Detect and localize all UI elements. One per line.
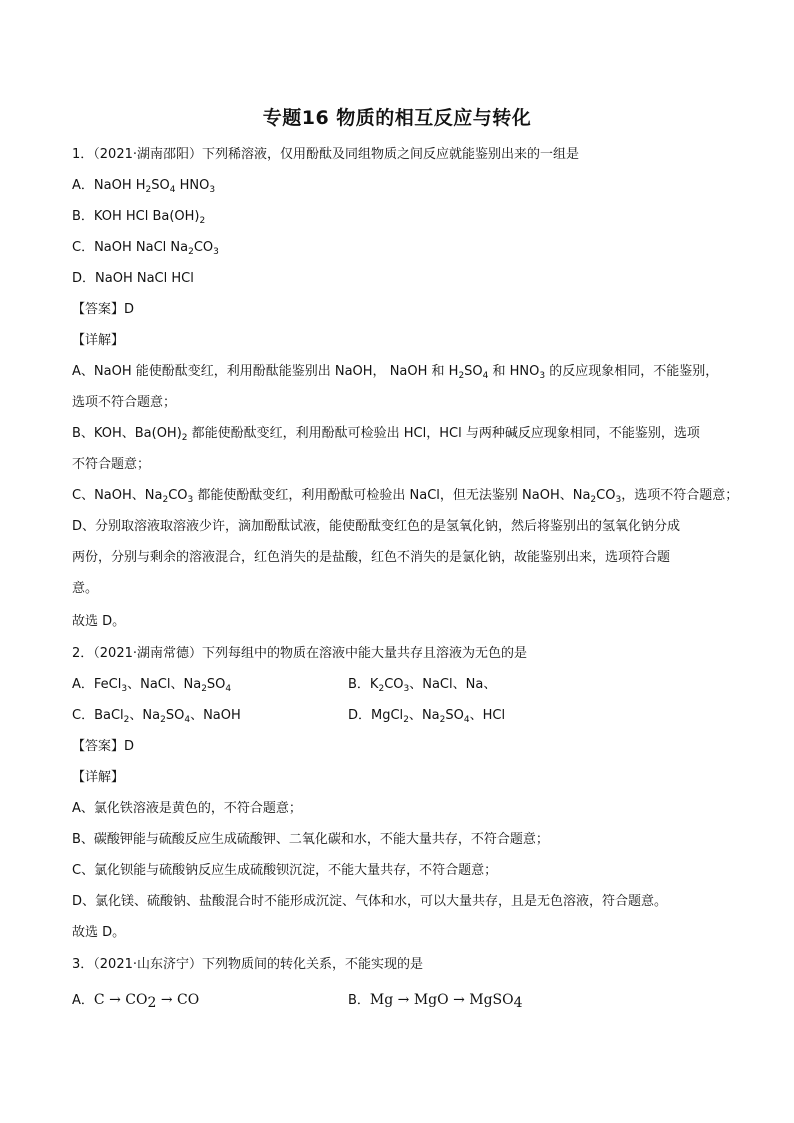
q2-option-c: C．BaCl$_2$、$Na_2SO_4$、NaOH: [72, 708, 241, 725]
q1-answer: 【答案】D: [72, 302, 135, 317]
q1-explanation-d-line3: 意。: [72, 581, 99, 596]
q1-option-d: D．NaOH NaCl HCl: [72, 271, 194, 286]
q1-explanation-a-line2: 选项不符合题意；: [72, 395, 177, 410]
q1-explanation-d-line1: D、分别取溶液取溶液少许，滴加酚酞试液，能使酚酞变红色的是氢氧化钠，然后将鉴别出的氢氧化钠分成: [72, 519, 681, 534]
option-label: C．: [72, 708, 95, 723]
q2-option-a: A．FeCl$_3$、NaCl、$Na_2SO_4$: [72, 677, 232, 694]
option-label: C．: [72, 240, 95, 255]
q2-explanation-c: C、氯化钡能与硫酸钠反应生成硫酸钡沉淀，不能大量共存，不符合题意；: [72, 863, 498, 878]
q2-option-b: B．$K_2CO_3$、NaCl、Na、: [348, 677, 497, 694]
option-label: D．: [348, 708, 372, 723]
q1-option-b: B．KOH HCl $Ba(OH)_2$: [72, 209, 206, 226]
option-label: B．: [72, 209, 94, 224]
q1-detail-heading: 【详解】: [72, 333, 125, 348]
q1-stem: 1．（2021·湖南邵阳）下列稀溶液，仅用酚酞及同组物质之间反应就能鉴别出来的一组是: [72, 147, 579, 162]
q2-explanation-a: A、氯化铁溶液是黄色的，不符合题意；: [72, 801, 302, 816]
q1-explanation-c: C、NaOH、$Na_2CO_3$ 都能使酚酞变红，利用酚酞可检验出 NaCl，但无法鉴别 NaOH、$Na_2CO_3$，选项不符合题意；: [72, 488, 739, 505]
q2-answer: 【答案】D: [72, 739, 135, 754]
q3-option-b: B．Mg → MgO → MgSO$_4$: [348, 992, 523, 1011]
q2-option-d: D．MgCl$_2$、$Na_2SO_4$、HCl: [348, 708, 506, 725]
option-label: B．: [348, 677, 370, 692]
q1-option-c: C．NaOH NaCl $Na_2CO_3$: [72, 240, 219, 257]
q1-conclusion: 故选 D。: [72, 614, 126, 629]
q3-stem: 3．（2021·山东济宁）下列物质间的转化关系，不能实现的是: [72, 957, 423, 972]
page-title: 专题16 物质的相互反应与转化: [262, 107, 532, 129]
q3-option-a: A．$C \to CO_2$ → CO: [72, 992, 200, 1011]
option-label: B．: [348, 993, 370, 1008]
option-label: A．: [72, 677, 94, 692]
q2-explanation-d: D、氯化镁、硫酸钠、盐酸混合时不能形成沉淀、气体和水，可以大量共存，且是无色溶液，符合题意。: [72, 894, 668, 909]
q1-explanation-a-line1: A、NaOH 能使酚酞变红，利用酚酞能鉴别出 NaOH， NaOH 和 $H_2SO_4$ 和 $HNO_3$ 的反应现象相同，不能鉴别，: [72, 364, 719, 381]
q1-explanation-d-line2: 两份，分别与剩余的溶液混合，红色消失的是盐酸，红色不消失的是氯化钠，故能鉴别出来，选项符合题: [72, 550, 671, 565]
q1-explanation-b-line2: 不符合题意；: [72, 457, 151, 472]
q2-conclusion: 故选 D。: [72, 925, 126, 940]
q2-explanation-b: B、碳酸钾能与硫酸反应生成硫酸钾、二氧化碳和水，不能大量共存，不符合题意；: [72, 832, 549, 847]
q2-detail-heading: 【详解】: [72, 770, 125, 785]
option-label: D．: [72, 271, 96, 286]
option-label: A．: [72, 993, 94, 1008]
q1-option-a: A．NaOH $H_2SO_4$ $HNO_3$: [72, 178, 216, 195]
q2-stem: 2．（2021·湖南常德）下列每组中的物质在溶液中能大量共存且溶液为无色的是: [72, 646, 527, 661]
option-label: A．: [72, 178, 94, 193]
q1-explanation-b-line1: B、KOH、$Ba(OH)_2$ 都能使酚酞变红，利用酚酞可检验出 HCl，HCl 与两种碱反应现象相同，不能鉴别，选项: [72, 426, 700, 443]
